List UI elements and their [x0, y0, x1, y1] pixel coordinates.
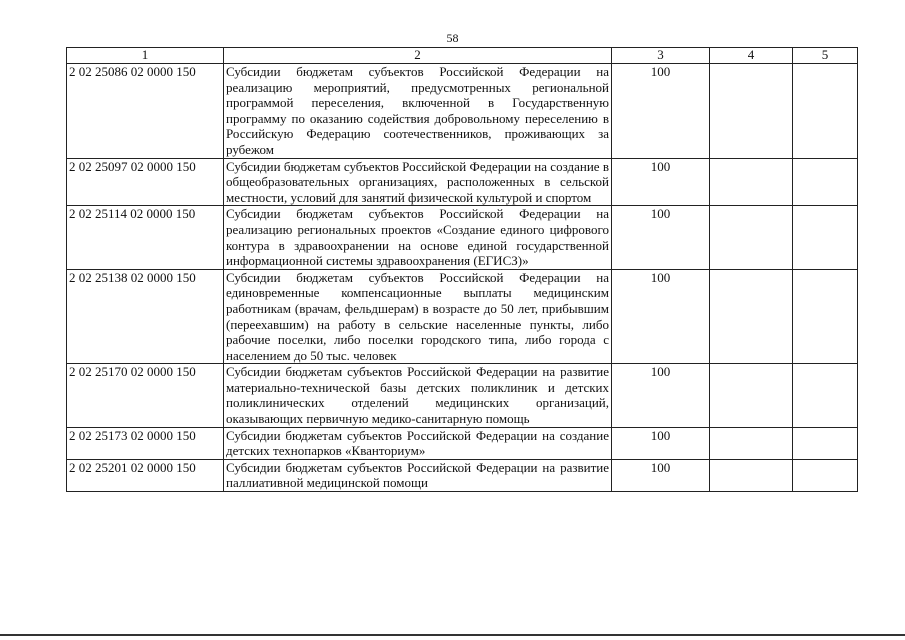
table-row — [67, 206, 858, 269]
column-header-3: 3 — [612, 48, 710, 64]
norm-value-cell: 100 — [612, 427, 710, 459]
norm-value-cell: 100 — [612, 269, 710, 364]
table-row — [67, 364, 858, 427]
col5-cell — [793, 269, 858, 364]
col5-cell — [793, 459, 858, 491]
description-cell: Субсидии бюджетам субъектов Российской Федерации на развитие материально-технической базы детских поликлиник и детских поликлинических отделений медицинских организаций, оказывающих первичную медико-санитарную помощь — [224, 364, 612, 427]
description-cell: Субсидии бюджетам субъектов Российской Федерации на единовременные компенсационные выплаты медицинским работникам (врачам, фельдшерам) в возрасте до 50 лет, прибывшим (переехавшим) на работу в сельские населенные пункты, либо рабочие поселки, либо поселки городского типа, либо города с населением до 50 тыс. человек — [224, 269, 612, 364]
budget-code-cell: 2 02 25170 02 0000 150 — [67, 364, 224, 427]
column-header-5: 5 — [793, 48, 858, 64]
budget-code-cell: 2 02 25097 02 0000 150 — [67, 158, 224, 206]
budget-code-cell: 2 02 25201 02 0000 150 — [67, 459, 224, 491]
table-row — [67, 64, 858, 159]
col4-cell — [710, 158, 793, 206]
col5-cell — [793, 64, 858, 159]
description-cell: Субсидии бюджетам субъектов Российской Федерации на реализацию региональных проектов «Создание единого цифрового контура в здравоохранении на основе единой государственной информационной системы здравоохранения (ЕГИСЗ)» — [224, 206, 612, 269]
col5-cell — [793, 427, 858, 459]
budget-code-cell: 2 02 25138 02 0000 150 — [67, 269, 224, 364]
col5-cell — [793, 158, 858, 206]
table-row — [67, 427, 858, 459]
col4-cell — [710, 269, 793, 364]
column-header-4: 4 — [710, 48, 793, 64]
norm-value-cell: 100 — [612, 206, 710, 269]
description-cell: Субсидии бюджетам субъектов Российской Федерации на развитие паллиативной медицинской помощи — [224, 459, 612, 491]
description-cell: Субсидии бюджетам субъектов Российской Федерации на создание детских технопарков «Кванториум» — [224, 427, 612, 459]
table-row — [67, 158, 858, 206]
budget-code-cell: 2 02 25114 02 0000 150 — [67, 206, 224, 269]
col4-cell — [710, 427, 793, 459]
scan-bottom-edge — [0, 634, 905, 636]
col4-cell — [710, 206, 793, 269]
column-header-2: 2 — [224, 48, 612, 64]
col5-cell — [793, 364, 858, 427]
column-number-row — [67, 48, 858, 64]
col4-cell — [710, 364, 793, 427]
norm-value-cell: 100 — [612, 64, 710, 159]
column-header-1: 1 — [67, 48, 224, 64]
description-cell: Субсидии бюджетам субъектов Российской Федерации на создание в общеобразовательных организациях, расположенных в сельской местности, условий для занятий физической культурой и спортом — [224, 158, 612, 206]
budget-code-cell: 2 02 25173 02 0000 150 — [67, 427, 224, 459]
col4-cell — [710, 64, 793, 159]
page-number: 58 — [446, 31, 459, 45]
col4-cell — [710, 459, 793, 491]
budget-code-cell: 2 02 25086 02 0000 150 — [67, 64, 224, 159]
norm-value-cell: 100 — [612, 158, 710, 206]
norm-value-cell: 100 — [612, 459, 710, 491]
table-row — [67, 269, 858, 364]
budget-classification-table — [66, 47, 858, 492]
description-cell: Субсидии бюджетам субъектов Российской Федерации на реализацию мероприятий, предусмотренных региональной программой переселения, включенной в Государственную программу по оказанию содействия добровольному переселению в Российскую Федерацию соотечественников, проживающих за рубежом — [224, 64, 612, 159]
table-row — [67, 459, 858, 491]
norm-value-cell: 100 — [612, 364, 710, 427]
col5-cell — [793, 206, 858, 269]
